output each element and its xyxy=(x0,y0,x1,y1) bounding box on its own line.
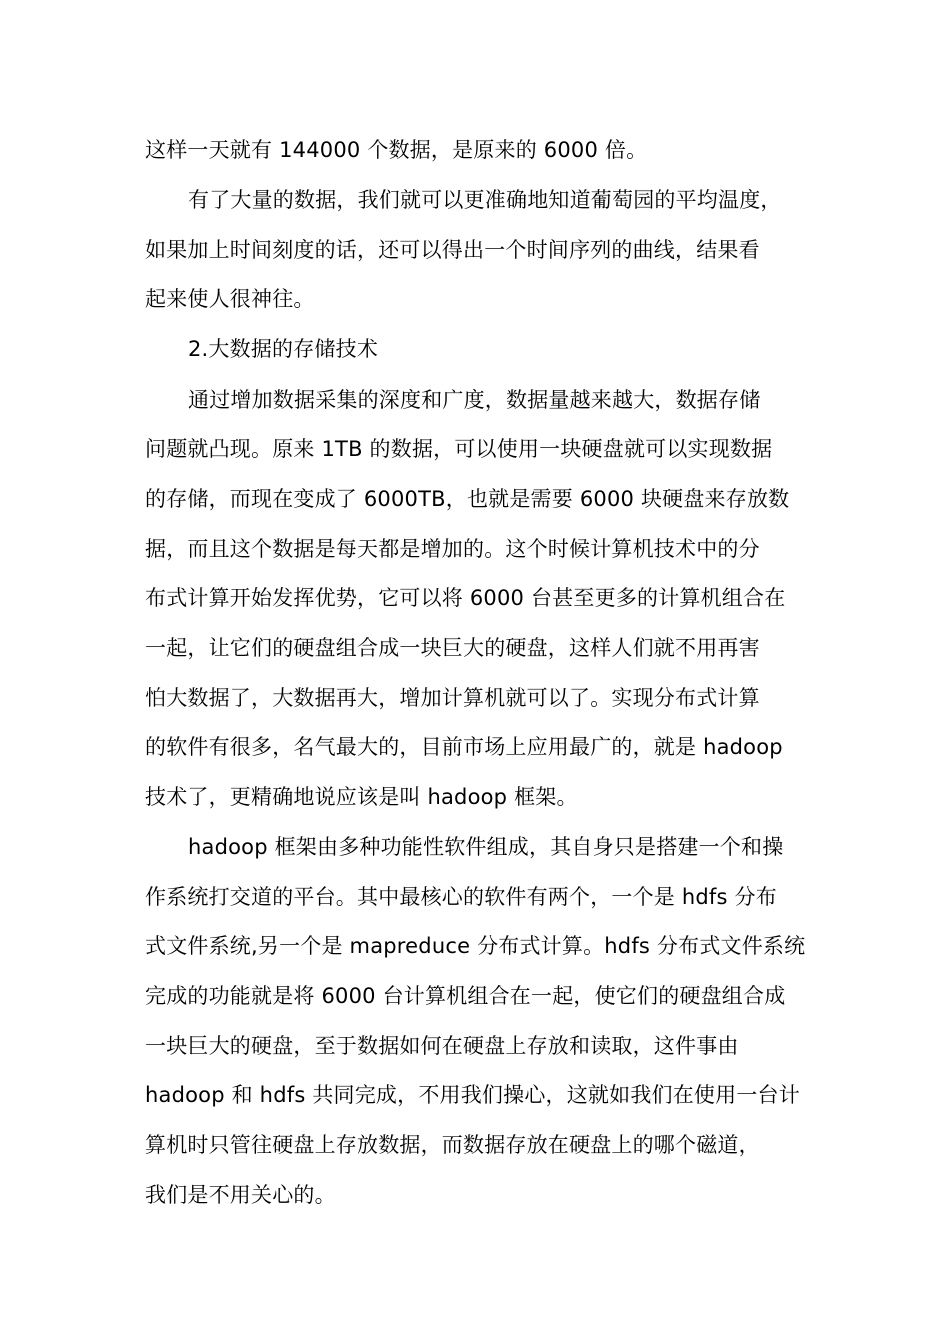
paragraph-line: hadoop 和 hdfs 共同完成，不用我们操心，这就如我们在使用一台计 xyxy=(145,1083,800,1107)
paragraph-line: 一起，让它们的硬盘组合成一块巨大的硬盘，这样人们就不用再害 xyxy=(145,636,760,660)
paragraph-line: 我们是不用关心的。 xyxy=(145,1183,336,1207)
paragraph-line: 完成的功能就是将 6000 台计算机组合在一起，使它们的硬盘组合成 xyxy=(145,984,786,1008)
paragraph-line: 的存储，而现在变成了 6000TB，也就是需要 6000 块硬盘来存放数 xyxy=(145,487,790,511)
paragraph-line: 作系统打交道的平台。其中最核心的软件有两个，一个是 hdfs 分布 xyxy=(145,885,777,909)
paragraph-line: 有了大量的数据，我们就可以更准确地知道葡萄园的平均温度， xyxy=(188,188,782,212)
paragraph-line: 一块巨大的硬盘，至于数据如何在硬盘上存放和读取，这件事由 xyxy=(145,1034,739,1058)
paragraph-line: 怕大数据了，大数据再大，增加计算机就可以了。实现分布式计算 xyxy=(145,686,760,710)
paragraph-line: 如果加上时间刻度的话，还可以得出一个时间序列的曲线，结果看 xyxy=(145,238,760,262)
paragraph-line: 这样一天就有 144000 个数据，是原来的 6000 倍。 xyxy=(145,138,648,162)
paragraph-line: 问题就凸现。原来 1TB 的数据，可以使用一块硬盘就可以实现数据 xyxy=(145,437,773,461)
paragraph-line: 通过增加数据采集的深度和广度，数据量越来越大，数据存储 xyxy=(188,388,761,412)
paragraph-line: 式文件系统,另一个是 mapreduce 分布式计算。hdfs 分布式文件系统 xyxy=(145,934,806,958)
paragraph-line: 据，而且这个数据是每天都是增加的。这个时候计算机技术中的分 xyxy=(145,537,760,561)
paragraph-line: 起来使人很神往。 xyxy=(145,287,315,311)
paragraph-line: 布式计算开始发挥优势，它可以将 6000 台甚至更多的计算机组合在 xyxy=(145,586,786,610)
paragraph-line: 算机时只管往硬盘上存放数据，而数据存放在硬盘上的哪个磁道， xyxy=(145,1133,760,1157)
paragraph-line: 技术了，更精确地说应该是叫 hadoop 框架。 xyxy=(145,785,578,809)
section-heading: 2.大数据的存储技术 xyxy=(188,337,379,361)
paragraph-line: hadoop 框架由多种功能性软件组成，其自身只是搭建一个和操 xyxy=(188,835,784,859)
paragraph-line: 的软件有很多，名气最大的，目前市场上应用最广的，就是 hadoop xyxy=(145,735,783,759)
